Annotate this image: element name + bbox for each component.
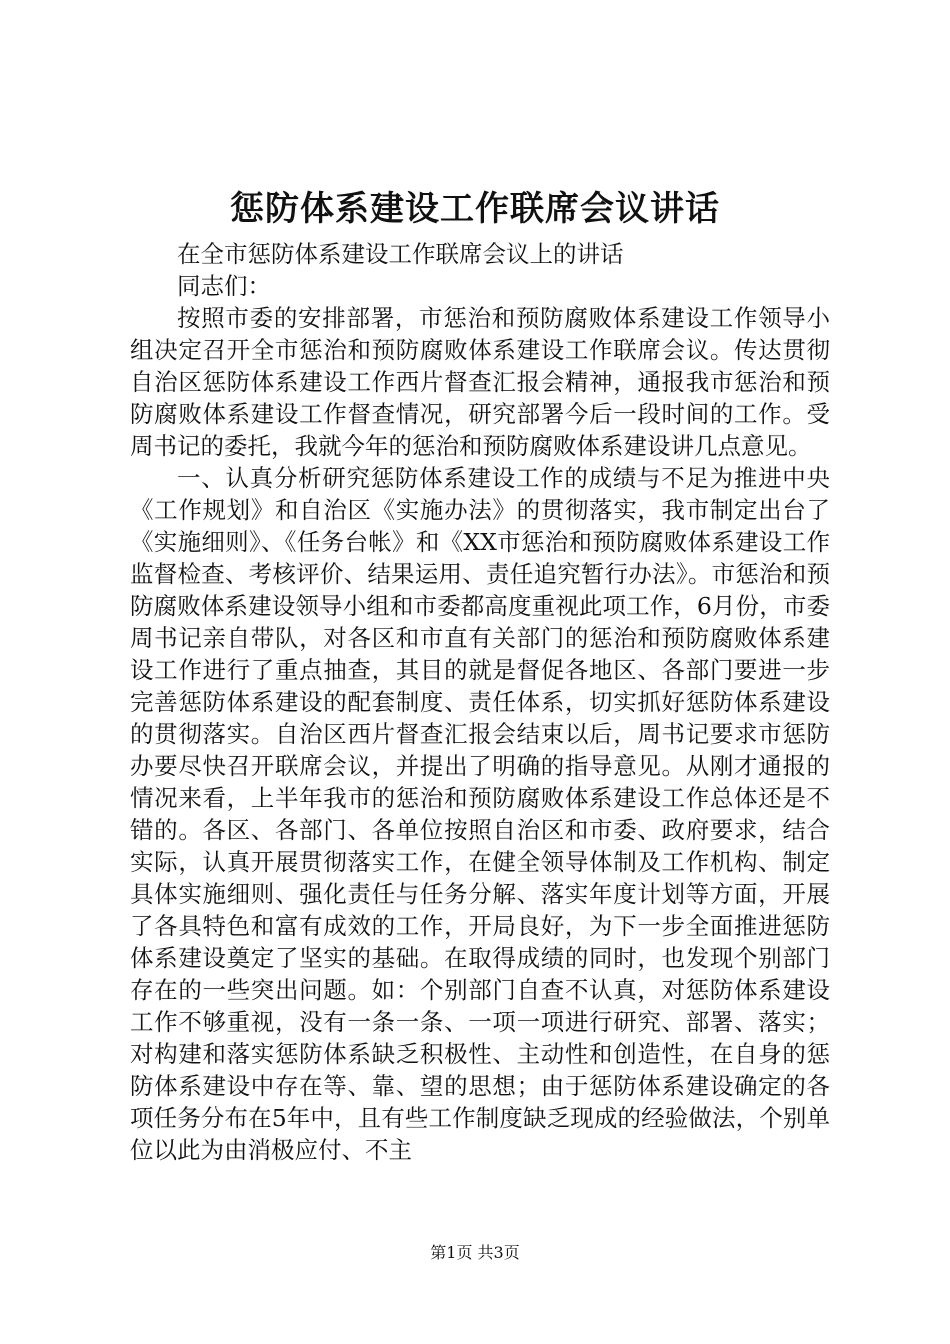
paragraph-intro: 按照市委的安排部署，市惩治和预防腐败体系建设工作领导小组决定召开全市惩治和预防腐败体系建设工作联席会议。传达贯彻自治区惩防体系建设工作西片督查汇报会精神，通报我市惩治和预防腐败体系建设工作督查情况，研究部署今后一段时间的工作。受周书记的委托，我就今年的惩治和预防腐败体系建设讲几点意见。	[130, 304, 830, 460]
document-body	[130, 238, 830, 1166]
paragraph-section-one: 一、认真分析研究惩防体系建设工作的成绩与不足为推进中央《工作规划》和自治区《实施办法》的贯彻落实，我市制定出台了《实施细则》、《任务台帐》和《XX市惩治和预防腐败体系建设工作监督检查、考核评价、结果运用、责任追究暂行办法》。市惩治和预防腐败体系建设领导小组和市委都高度重视此项工作，6月份，市委周书记亲自带队，对各区和市直有关部门的惩治和预防腐败体系建设工作进行了重点抽查，其目的就是督促各地区、各部门要进一步完善惩防体系建设的配套制度、责任体系，切实抓好惩防体系建设的贯彻落实。自治区西片督查汇报会结束以后，周书记要求市惩防办要尽快召开联席会议，并提出了明确的指导意见。从刚才通报的情况来看，上半年我市的惩治和预防腐败体系建设工作总体还是不错的。各区、各部门、各单位按照自治区和市委、政府要求，结合实际，认真开展贯彻落实工作，在健全领导体制及工作机构、制定具体实施细则、强化责任与任务分解、落实年度计划等方面，开展了各具特色和富有成效的工作，开局良好，为下一步全面推进惩防体系建设奠定了坚实的基础。在取得成绩的同时，也发现个别部门存在的一些突出问题。如：个别部门自查不认真，对惩防体系建设工作不够重视，没有一条一条、一项一项进行研究、部署、落实；对构建和落实惩防体系缺乏积极性、主动性和创造性，在自身的惩防体系建设中存在等、靠、望的思想；由于惩防体系建设确定的各项任务分布在5年中，且有些工作制度缺乏现成的经验做法，个别单位以此为由消极应付、不主	[130, 464, 830, 1164]
document-title: 惩防体系建设工作联席会议讲话	[230, 189, 720, 229]
page-footer: 第1页 共3页	[430, 1243, 520, 1262]
salutation: 同志们：	[177, 272, 271, 300]
speech-subtitle: 在全市惩防体系建设工作联席会议上的讲话	[177, 240, 624, 268]
